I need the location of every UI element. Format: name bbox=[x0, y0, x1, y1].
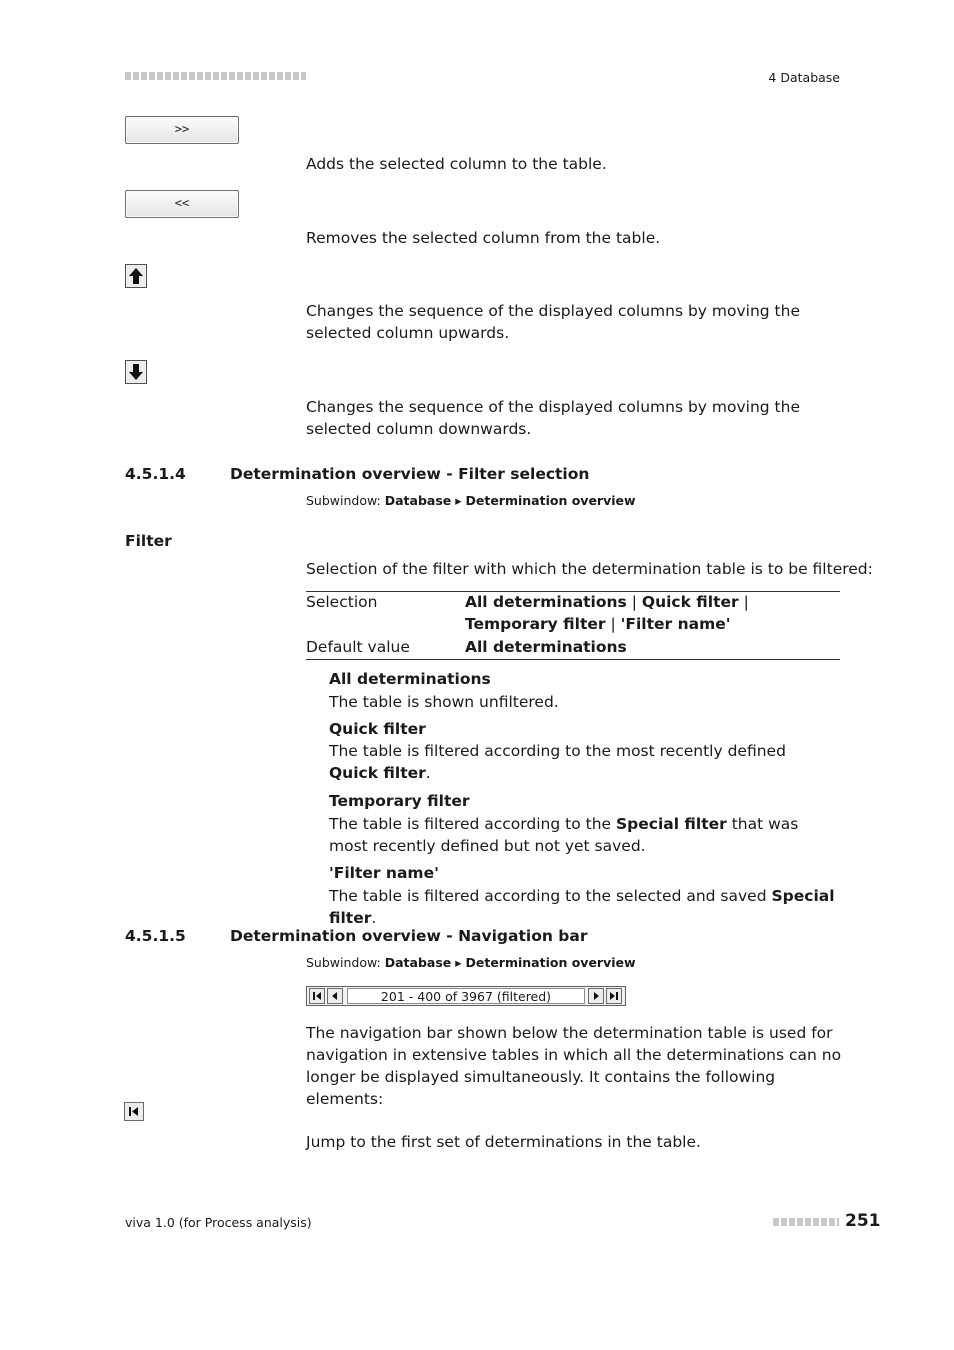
option-text-part: The table is filtered according to the most recently defined bbox=[329, 742, 786, 760]
option-text-bold: Special filter bbox=[329, 887, 835, 927]
option-text bbox=[329, 740, 834, 784]
next-page-button[interactable] bbox=[588, 988, 604, 1004]
remove-column-button[interactable]: << bbox=[125, 190, 239, 218]
selection-values bbox=[465, 591, 840, 635]
subwindow-database: Database bbox=[384, 955, 452, 970]
skip-last-icon bbox=[607, 989, 621, 1003]
path-arrow-icon: ▸ bbox=[455, 493, 462, 508]
move-down-description: Changes the sequence of the displayed columns by moving the selected column downwards. bbox=[306, 398, 800, 438]
option-heading: 'Filter name' bbox=[329, 864, 439, 882]
previous-icon bbox=[328, 989, 342, 1003]
skip-first-icon bbox=[310, 989, 324, 1003]
subwindow-prefix: Subwindow: bbox=[306, 493, 385, 508]
path-arrow-icon: ▸ bbox=[455, 955, 462, 970]
selection-label: Selection bbox=[306, 593, 378, 611]
skip-first-icon bbox=[125, 1103, 143, 1120]
separator: | bbox=[743, 593, 749, 611]
filter-intro: Selection of the filter with which the determination table is to be filtered: bbox=[306, 560, 873, 578]
option-text-bold: Quick filter bbox=[329, 764, 426, 782]
remove-column-description: Removes the selected column from the table. bbox=[306, 229, 661, 247]
move-up-button[interactable] bbox=[125, 264, 147, 288]
page-number: 251 bbox=[845, 1211, 881, 1231]
subwindow-determination-overview: Determination overview bbox=[465, 493, 636, 508]
selection-option: 'Filter name' bbox=[620, 615, 731, 633]
option-heading: Quick filter bbox=[329, 720, 426, 738]
filter-label: Filter bbox=[125, 532, 172, 550]
section-title: Determination overview - Filter selection bbox=[230, 465, 590, 483]
option-text: The table is shown unfiltered. bbox=[329, 693, 559, 711]
move-down-button[interactable] bbox=[125, 360, 147, 384]
subwindow-prefix: Subwindow: bbox=[306, 955, 385, 970]
option-heading: All determinations bbox=[329, 670, 491, 688]
selection-option: Temporary filter bbox=[465, 615, 606, 633]
default-value bbox=[465, 636, 627, 658]
chapter-title: 4 Database bbox=[768, 70, 840, 85]
jump-first-button[interactable] bbox=[124, 1102, 144, 1121]
arrow-down-icon bbox=[126, 361, 146, 383]
previous-page-button[interactable] bbox=[327, 988, 343, 1004]
subwindow-path bbox=[306, 955, 636, 970]
separator: | bbox=[631, 593, 637, 611]
section-title: Determination overview - Navigation bar bbox=[230, 927, 588, 945]
selection-option: All determinations bbox=[465, 593, 627, 611]
default-value-label: Default value bbox=[306, 638, 410, 656]
separator: | bbox=[610, 615, 616, 633]
footer-product: viva 1.0 (for Process analysis) bbox=[125, 1215, 312, 1230]
arrow-up-icon bbox=[126, 265, 146, 287]
option-text-part: that was most recently defined but not yet saved. bbox=[329, 815, 799, 855]
subwindow-determination-overview: Determination overview bbox=[465, 955, 636, 970]
add-column-button[interactable]: >> bbox=[125, 116, 239, 144]
option-text-part: The table is filtered according to the bbox=[329, 815, 616, 833]
option-text-part: . bbox=[425, 764, 431, 782]
section-number: 4.5.1.5 bbox=[125, 927, 186, 945]
navbar-intro: The navigation bar shown below the determination table is used for navigation in extensive tables in which all the determinations can no longer be displayed simultaneously. It contains the following elements: bbox=[306, 1024, 842, 1108]
option-text-part: The table is filtered according to the selected and saved bbox=[329, 887, 772, 905]
jump-first-description: Jump to the first set of determinations in the table. bbox=[306, 1133, 701, 1151]
subwindow-database: Database bbox=[384, 493, 452, 508]
option-text-part: . bbox=[371, 909, 377, 927]
option-text-bold: Special filter bbox=[615, 815, 727, 833]
header-decoration bbox=[125, 72, 306, 80]
subwindow-path bbox=[306, 493, 636, 508]
footer-decoration bbox=[773, 1218, 839, 1226]
first-page-button[interactable] bbox=[309, 988, 325, 1004]
table-bottom-rule bbox=[306, 659, 840, 660]
record-range-display: 201 - 400 of 3967 (filtered) bbox=[347, 988, 585, 1004]
default-value-text: All determinations bbox=[465, 638, 627, 656]
next-icon bbox=[589, 989, 603, 1003]
option-text bbox=[329, 885, 849, 929]
option-heading: Temporary filter bbox=[329, 792, 470, 810]
last-page-button[interactable] bbox=[606, 988, 622, 1004]
navigation-bar bbox=[306, 986, 626, 1006]
add-column-description: Adds the selected column to the table. bbox=[306, 155, 607, 173]
section-number: 4.5.1.4 bbox=[125, 465, 186, 483]
option-text bbox=[329, 813, 834, 857]
move-up-description: Changes the sequence of the displayed columns by moving the selected column upwards. bbox=[306, 302, 800, 342]
selection-option: Quick filter bbox=[641, 593, 739, 611]
